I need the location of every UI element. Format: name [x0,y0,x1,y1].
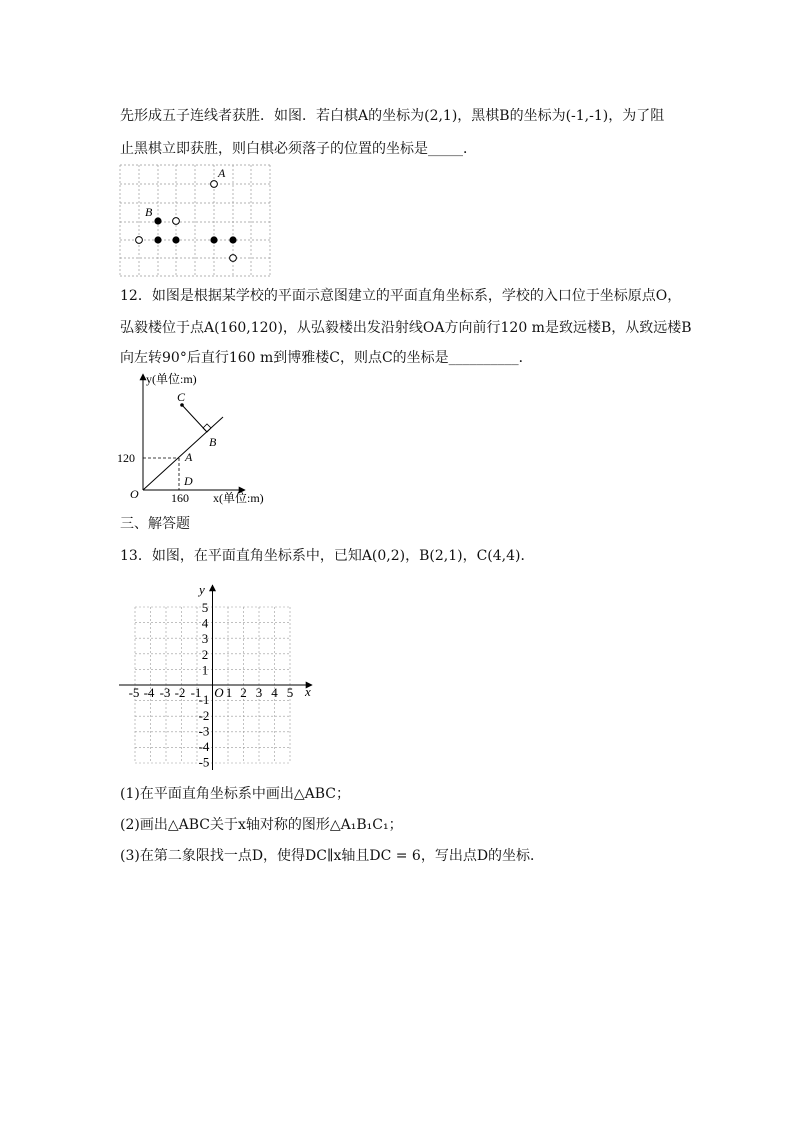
q13-y-label: y [199,582,205,597]
q12-tick-160: 160 [171,491,189,505]
q12-label-b: B [209,435,217,449]
q13-intro: 13．如图，在平面直角坐标系中，已知A(0,2)，B(2,1)，C(4,4)． [120,548,535,564]
q13-x-tick-neg3: -3 [159,685,171,700]
q12-coordinate-figure [115,368,290,508]
q12-label-d: D [184,474,193,488]
q11-text-line-2: 止黑棋立即获胜，则白棋必须落子的位置的坐标是_____． [120,141,477,157]
q13-origin-label: O [214,685,224,700]
white-stone [230,255,237,262]
q13-y-tick-2: 2 [201,646,209,662]
q12-text-line-2: 弘毅楼位于点A(160,120)，从弘毅楼出发沿射线OA方向前行120 m是致远楼B，从致远楼B [120,320,692,336]
q12-right-angle-mark [203,424,211,432]
q13-y-tick-neg2: -2 [198,708,210,723]
q13-x-tick-2: 2 [240,685,247,700]
q13-y-tick-neg5: -5 [198,754,210,770]
q12-x-axis-label: x(单位:m) [213,491,264,505]
q13-y-tick-neg3: -3 [198,723,210,739]
q12-text-line-1: 12．如图是根据某学校的平面示意图建立的平面直角坐标系，学校的入口位于坐标原点O， [120,288,682,304]
q12-label-a: A [185,450,193,464]
q13-part-1: (1)在平面直角坐标系中画出△ABC； [120,786,350,802]
white-stone [211,181,218,188]
black-stone [154,217,161,224]
black-stone [229,236,236,243]
q13-y-tick-neg1: -1 [198,692,210,707]
q13-y-tick-3: 3 [201,631,209,647]
q13-y-tick-1: 1 [201,662,209,678]
q11-label-b: B [145,205,153,219]
white-stone [136,237,143,244]
q13-x-tick-3: 3 [255,685,263,700]
q13-x-tick-neg4: -4 [143,685,155,700]
q13-y-tick-5: 5 [201,600,209,615]
q13-x-tick-1: 1 [225,685,233,700]
white-stone [173,218,180,225]
q13-coordinate-grid [116,580,321,775]
q12-text-line-3: 向左转90°后直行160 m到博雅楼C，则点C的坐标是__________． [120,350,533,366]
q13-x-tick-neg1: -1 [190,685,202,700]
q13-y-tick-4: 4 [201,615,209,631]
white-stones [136,181,237,262]
q11-board-figure [118,163,274,279]
q11-label-a: A [218,166,226,180]
q13-x-tick-4: 4 [271,685,278,700]
q12-label-c: C [177,390,186,404]
q12-tick-120: 120 [117,451,135,465]
q13-part-2: (2)画出△ABC关于x轴对称的图形△A₁B₁C₁； [120,817,403,833]
q13-x-tick-5: 5 [286,685,294,700]
black-stone [172,236,179,243]
black-stone [210,236,217,243]
q13-x-tick-neg2: -2 [174,685,186,700]
q12-y-axis-label: y(单位:m) [146,372,197,386]
q11-text-line-1: 先形成五子连线者获胜．如图．若白棋A的坐标为(2,1)，黑棋B的坐标为(-1,-1)，为了阻 [120,108,665,124]
black-stone [154,236,161,243]
q13-x-tick-neg5: -5 [128,685,140,700]
section-title: 三、解答题 [120,516,190,532]
q13-part-3: (3)在第二象限找一点D，使得DC∥x轴且DC = 6，写出点D的坐标． [120,848,545,864]
q13-y-tick-neg4: -4 [198,739,210,754]
q13-x-label: x [305,684,311,699]
q12-label-o: O [130,487,139,501]
